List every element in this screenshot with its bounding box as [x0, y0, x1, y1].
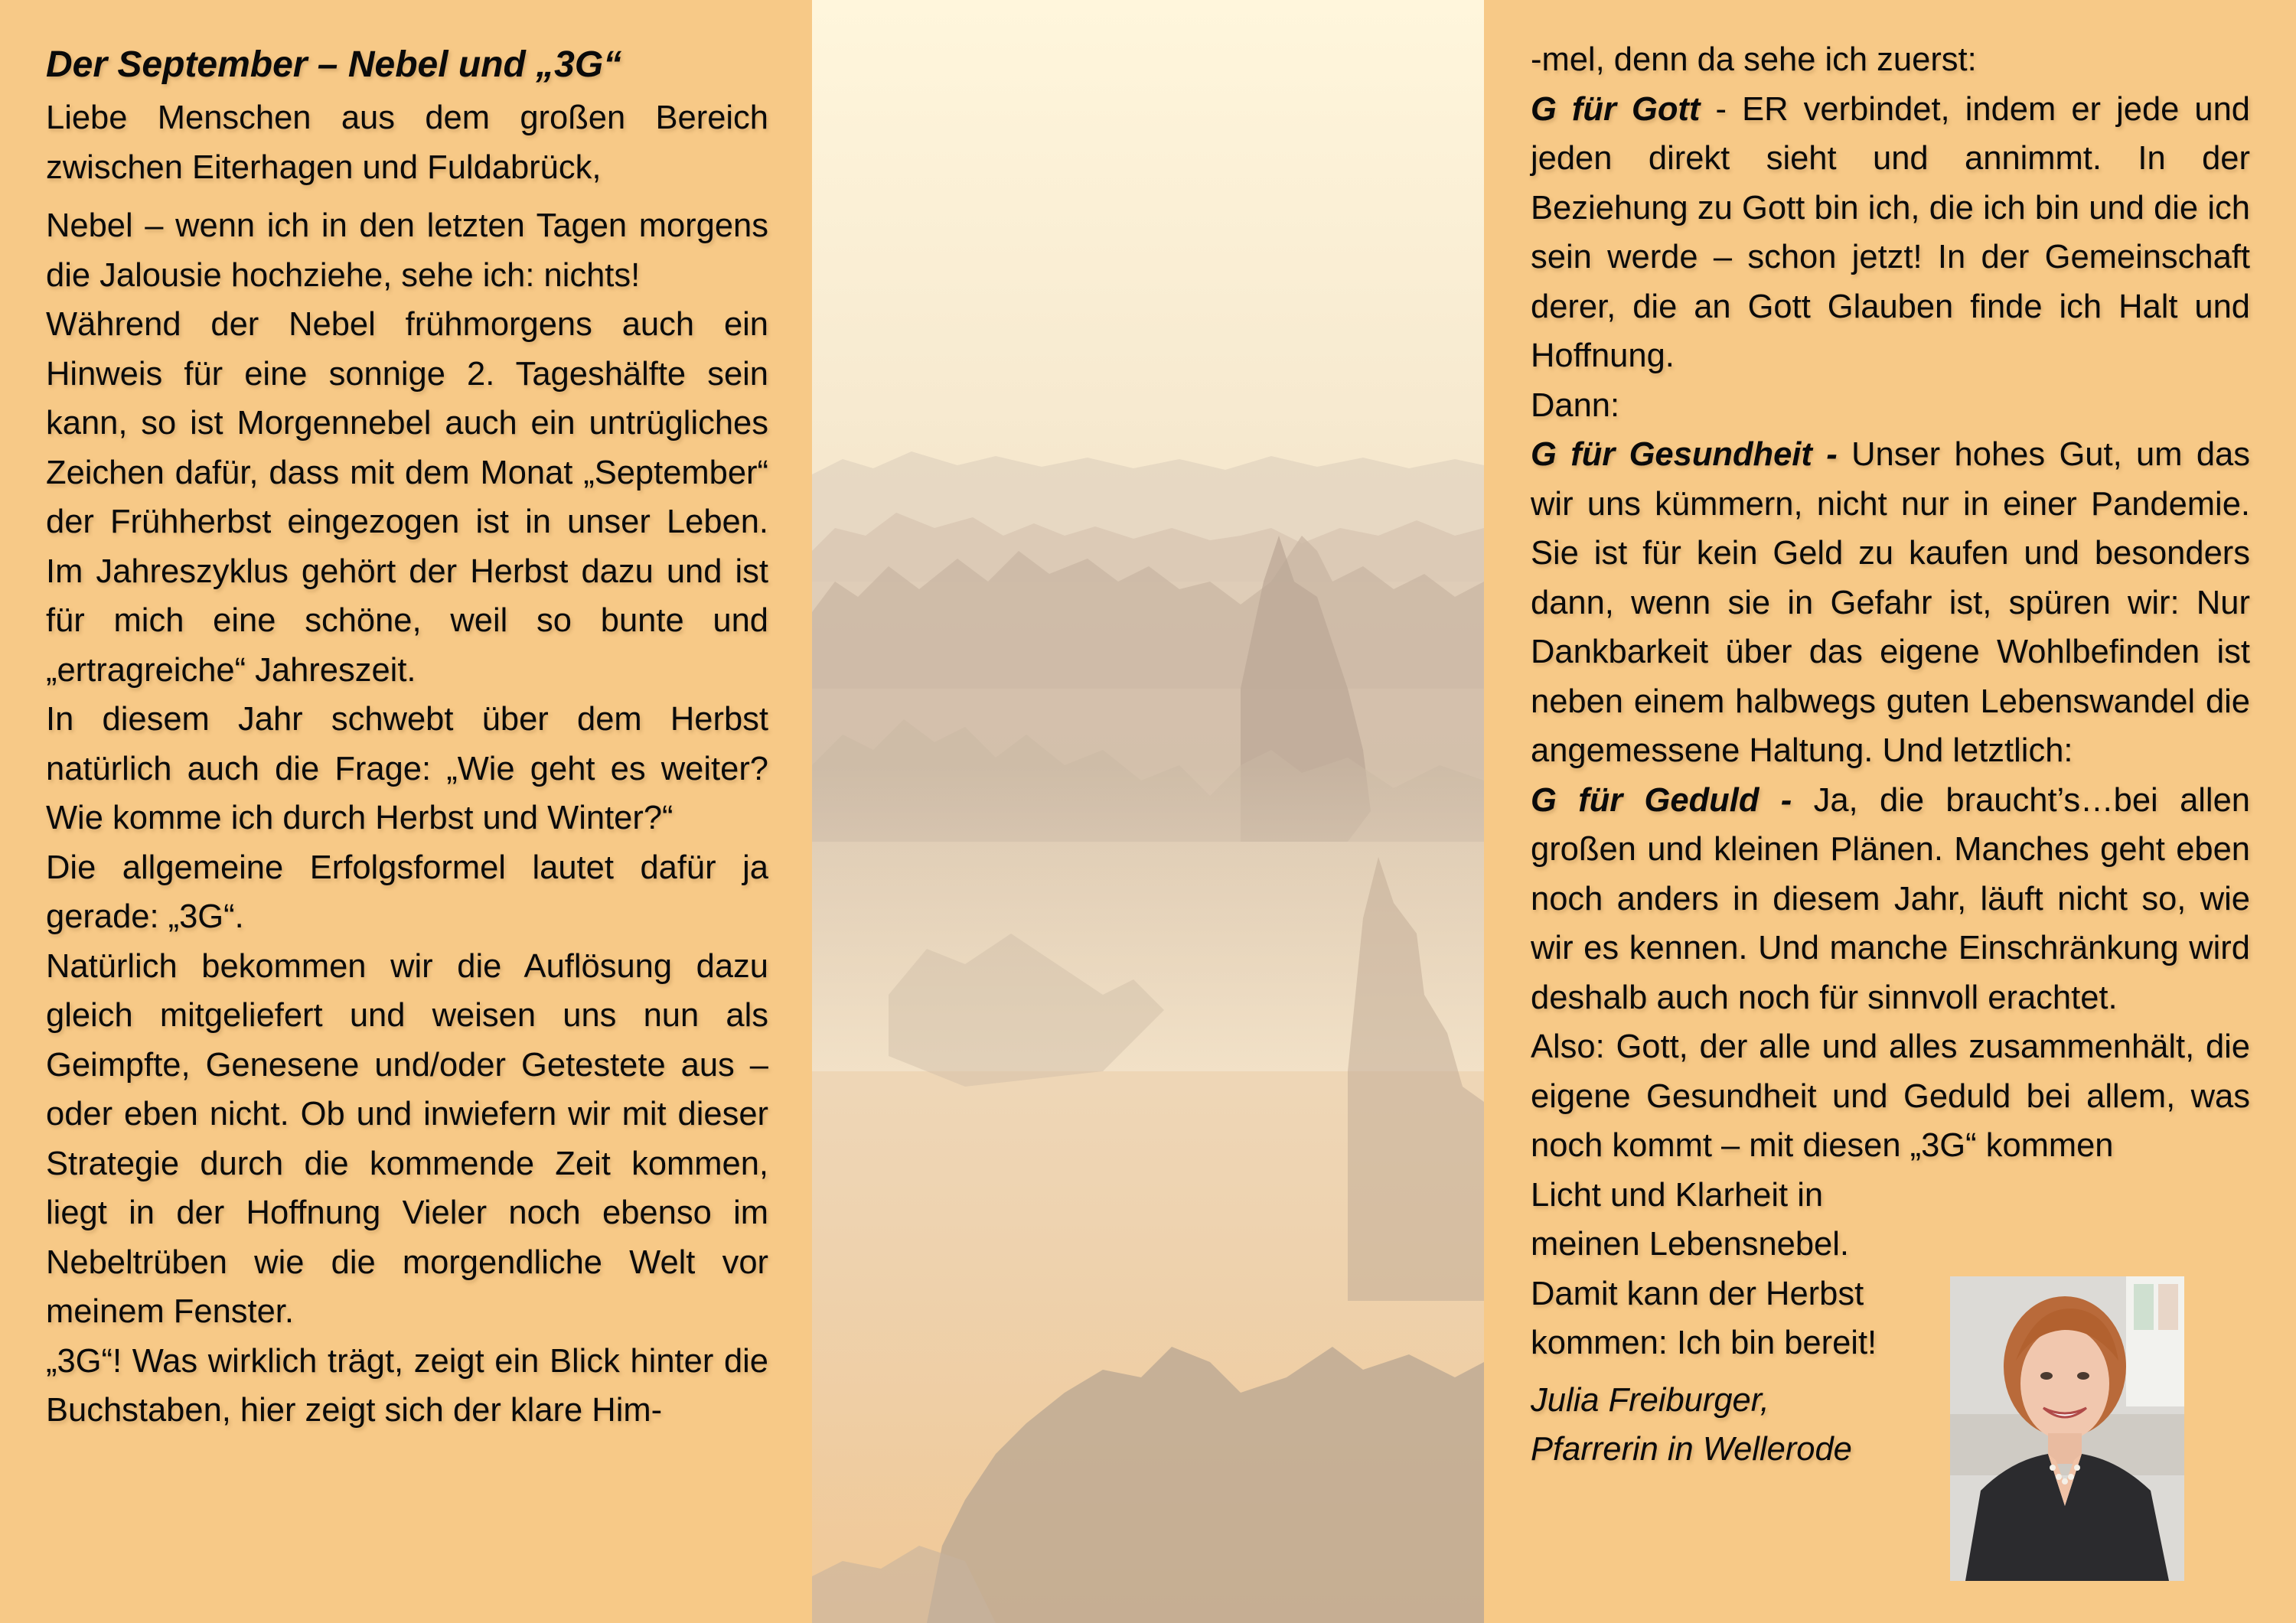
- g-gott-text: - ER verbindet, indem er jede und jeden direkt sieht und annimmt. In der Beziehung zu Gott bin ich, die ich bin und die ich sein werde – schon jetzt! In der Gemeinschaft derer, die an Gott Glauben finde ich Halt und Hoffnung.: [1531, 90, 2251, 374]
- g-gott-label: G für Gott: [1531, 90, 1701, 128]
- misty-forest-image: [812, 0, 1484, 1623]
- paragraph-frage: In diesem Jahr schwebt über dem Herbst natürlich auch die Frage: „Wie geht es weiter? Wie komme ich durch Herbst und Winter?“: [46, 701, 768, 836]
- left-column: [46, 38, 768, 1436]
- g-geduld-label: G für Geduld -: [1531, 781, 1792, 819]
- paragraph-nebel: Nebel – wenn ich in den letzten Tagen morgens die Jalousie hochziehe, sehe ich: nichts!: [46, 207, 768, 294]
- closing-line-1: Licht und Klarheit in: [1531, 1176, 1824, 1214]
- g-gesundheit-label: G für Gesundheit -: [1531, 436, 1838, 473]
- closing-line-2: meinen Lebensnebel.: [1531, 1226, 1849, 1263]
- paragraph-g-gott: [1531, 85, 2250, 381]
- signature-name: Julia Freiburger,: [1531, 1381, 1769, 1419]
- paragraph-erfolgsformel: Die allgemeine Erfolgsformel lautet dafür ja gerade: „3G“.: [46, 849, 768, 935]
- paragraph-aufloesung: Natürlich bekommen wir die Auflösung dazu gleich mitgeliefert und weisen uns nun als Geimpfte, Genesene und/oder Getestete aus – oder eben nicht. Ob und inwiefern wir mit dieser Strategie durch die kommende Zeit kommen, liegt in der Hoffnung Vieler noch ebenso im Nebeltrüben wie die morgendliche Welt vor meinem Fenster.: [46, 947, 768, 1330]
- greeting: Liebe Menschen aus dem großen Bereich zwischen Eiterhagen und Fuldabrück,: [46, 99, 768, 186]
- g-geduld-text: Ja, die braucht’s…bei allen großen und kleinen Plänen. Manches geht eben noch anders in diesem Jahr, läuft nicht so, wie wir es kennen. Und manche Einschränkung wird deshalb auch noch für sinnvoll erachtet.: [1531, 781, 2250, 1016]
- g-gesundheit-text: Unser hohes Gut, um das wir uns kümmern, nicht nur in einer Pandemie. Sie ist für kein Geld zu kaufen und besonders dann, wenn sie in Gefahr ist, spüren wir: Nur Dankbarkeit über das eigene Wohlbefinden ist neben einem halbwegs guten Lebenswandel die angemessene Haltung. Und letztlich:: [1531, 436, 2251, 769]
- paragraph-3g-blick: „3G“! Was wirklich trägt, zeigt ein Blick hinter die Buchstaben, hier zeigt sich der klare Him-: [46, 1342, 768, 1429]
- article-title: Der September – Nebel und „3G“: [46, 44, 622, 85]
- closing-line-3: Damit kann der Herbst: [1531, 1275, 1864, 1312]
- label-dann: Dann:: [1531, 386, 1620, 424]
- paragraph-g-geduld: [1531, 776, 2250, 1023]
- paragraph-fruehherbst: Während der Nebel frühmorgens auch ein Hinweis für eine sonnige 2. Tageshälfte sein kann, so ist Morgennebel auch ein untrügliches Zeichen dafür, dass mit dem Monat „September“ der Frühherbst eingezogen ist in unser Leben. Im Jahreszyklus gehört der Herbst dazu und ist für mich eine schöne, weil so bunte und „ertragreiche“ Jahreszeit.: [46, 306, 768, 689]
- paragraph-also: Also: Gott, der alle und alles zusammenhält, die eigene Gesundheit und Geduld bei allem, was noch kommt – mit diesen „3G“ kommen: [1531, 1028, 2250, 1164]
- author-portrait: [1950, 1276, 2184, 1581]
- right-column: [1531, 35, 2250, 1475]
- signature-role: Pfarrerin in Wellerode: [1531, 1431, 1852, 1468]
- paragraph-himmel: -mel, denn da sehe ich zuerst:: [1531, 41, 1977, 78]
- closing-line-4: kommen: Ich bin bereit!: [1531, 1325, 1877, 1361]
- paragraph-g-gesundheit: [1531, 430, 2250, 776]
